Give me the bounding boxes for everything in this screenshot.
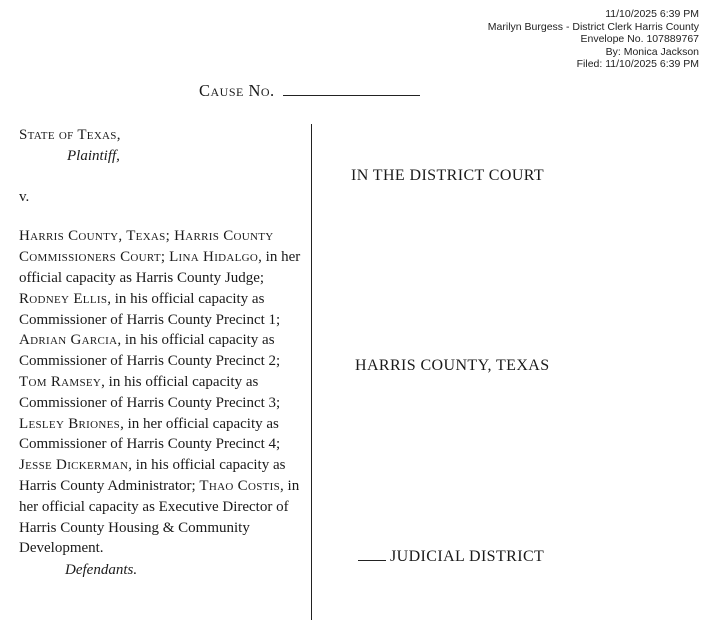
defendant-name: Jesse Dickerman [19, 457, 129, 474]
court-name: IN THE DISTRICT COURT [351, 167, 545, 184]
defendant-name: Lina Hidalgo [169, 249, 259, 266]
stamp-filed: Filed: 11/10/2025 6:39 PM [576, 58, 699, 70]
defendant-capacity: , in his official capacity as Commissioner of Harris County Precinct 2; [19, 332, 281, 370]
versus: v. [19, 188, 30, 205]
county-name: HARRIS COUNTY, TEXAS [355, 357, 550, 374]
stamp-envelope: Envelope No. 107889767 [580, 33, 699, 45]
party-caption [19, 125, 307, 581]
cause-number-blank [283, 81, 420, 96]
judicial-district: JUDICIAL DISTRICT [390, 548, 545, 565]
defendants-list [19, 226, 307, 559]
plaintiff-name: State of Texas, [19, 127, 121, 143]
cause-label: Cause No. [199, 81, 275, 100]
defendant-capacity: , in her official capacity as Harris County Judge; [19, 249, 301, 286]
caption-divider [311, 124, 312, 620]
defendant-capacity: , in her official capacity as Commissioner of Harris County Precinct 4; [19, 415, 281, 453]
district-number-blank [358, 548, 386, 561]
defendant-name: Harris County, Texas; Harris County Commissioners Court; [19, 228, 274, 266]
plaintiff-role: Plaintiff, [67, 147, 120, 164]
stamp-clerk: Marilyn Burgess - District Clerk Harris County [487, 20, 699, 33]
filing-stamp [488, 8, 699, 71]
cause-number-line [199, 81, 420, 101]
defendant-capacity: , in her official capacity as Executive Director of Harris County Housing & Community Development. [19, 477, 300, 557]
defendants-role: Defendants. [65, 562, 138, 579]
defendant-name: Adrian Garcia [19, 332, 118, 349]
defendant-name: Rodney Ellis [19, 290, 108, 307]
defendant-name: Thao Costis [199, 477, 281, 494]
defendant-capacity: , in his official capacity as Commissioner of Harris County Precinct 1; [19, 290, 281, 328]
judicial-district-line [358, 548, 544, 566]
defendant-capacity: , in his official capacity as Harris County Administrator; [19, 457, 286, 494]
defendant-name: Lesley Briones [19, 415, 121, 432]
defendant-name: Tom Ramsey [19, 373, 102, 390]
stamp-datetime: 11/10/2025 6:39 PM [605, 8, 699, 20]
defendant-capacity: , in his official capacity as Commissioner of Harris County Precinct 3; [19, 373, 281, 411]
stamp-by: By: Monica Jackson [605, 45, 699, 58]
